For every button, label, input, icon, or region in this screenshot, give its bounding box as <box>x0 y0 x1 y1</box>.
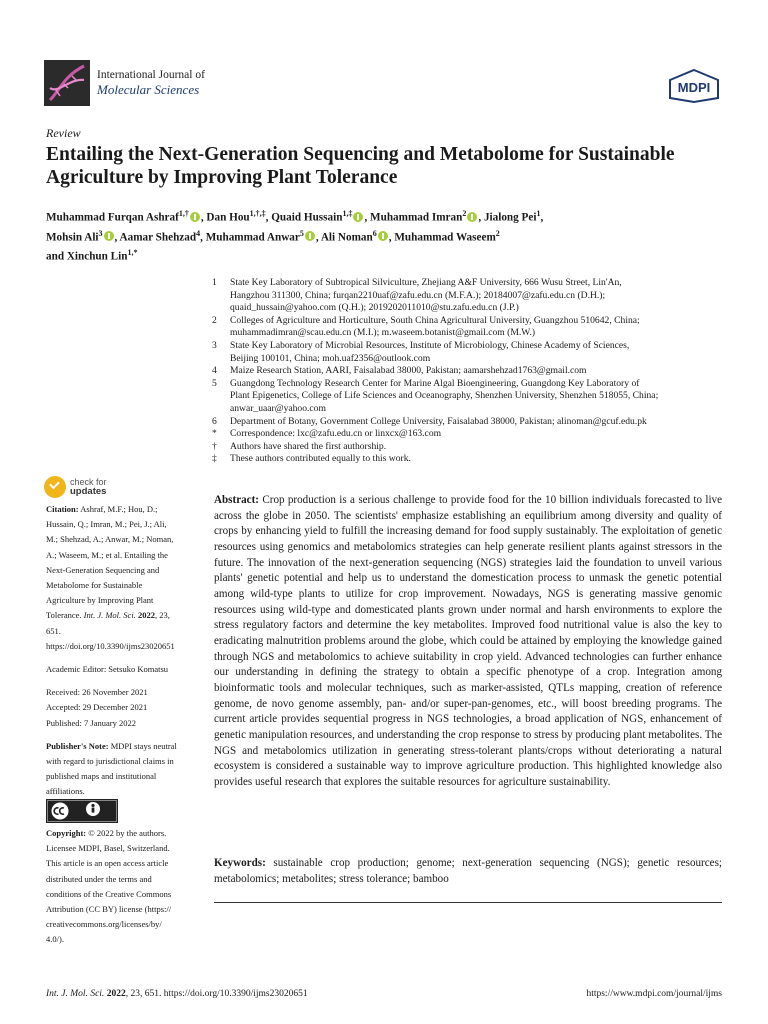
author-affiliation-mark: 6 <box>372 228 377 238</box>
author-affiliation-mark: 2 <box>495 228 500 238</box>
orcid-icon[interactable] <box>353 212 363 222</box>
abstract-label: Abstract: <box>214 494 259 506</box>
author-affiliation-mark: 1,‡ <box>342 209 353 218</box>
author-separator: , <box>200 231 206 244</box>
author-name: Jialong Pei <box>483 211 537 224</box>
footer-year: 2022 <box>106 989 126 999</box>
author-list <box>46 206 726 265</box>
affiliation-item <box>212 315 724 340</box>
academic-editor: Academic Editor: Setsuko Komatsu <box>46 664 169 675</box>
affiliation-line: State Key Laboratory of Subtropical Silviculture, Zhejiang A&F University, 666 Wusu Street, Lin'An, <box>230 277 622 288</box>
affiliation-line: muhammadimran@scau.edu.cn (M.I.); m.waseem.botanist@gmail.com (M.W.) <box>230 327 536 339</box>
author-name: Aamar Shehzad <box>119 231 197 244</box>
author-separator: , <box>540 211 544 224</box>
affiliation-mark: * <box>212 428 217 440</box>
publisher-note-text: MDPI stays neutral with regard to jurisdictional claims in published maps and institutional affiliations. <box>46 740 177 797</box>
author-affiliation-mark: 1 <box>536 209 541 218</box>
citation-doi[interactable]: , 23, 651. https://doi.org/10.3390/ijms23020651 <box>46 610 175 651</box>
footer-journal: Int. J. Mol. Sci. <box>46 989 105 999</box>
author-affiliation-mark: 1,†,‡ <box>249 209 266 218</box>
author-affiliation-mark: 4 <box>196 228 201 238</box>
author-separator: , <box>478 211 484 224</box>
affiliation-line: anwar_uaar@yahoo.com <box>230 402 326 414</box>
affiliation-text <box>230 453 724 466</box>
affiliation-line: quaid_hussain@yahoo.com (Q.H.); 2019202011010@stu.zafu.edu.cn (J.P.) <box>230 302 519 314</box>
author-name: Quaid Hussain <box>271 211 343 224</box>
footer-journal-url[interactable]: https://www.mdpi.com/journal/ijms <box>586 989 722 999</box>
citation-text: Ashraf, M.F.; Hou, D.; Hussain, Q.; Imran, M.; Pei, J.; Ali, M.; Shehzad, A.; Anwar, M.; Noman, A.; Waseem, M.; et al. Entailing the Next-Generation Sequencing and Metabolome for Sustainable Agriculture by Improving Plant Tolerance. <box>46 504 174 621</box>
affiliation-text <box>230 315 724 340</box>
affiliation-line: Correspondence: lxc@zafu.edu.cn or linxcx@163.com <box>230 428 442 440</box>
journal-name-line2: Molecular Sciences <box>97 82 200 97</box>
publisher-note <box>46 739 178 800</box>
affiliation-line: Authors have shared the first authorship. <box>230 440 387 452</box>
author-affiliation-mark: 3 <box>98 228 103 238</box>
author-separator: , <box>200 211 207 224</box>
author-name: Muhammad Furqan Ashraf <box>46 211 179 224</box>
author-name: Ali Noman <box>320 231 373 244</box>
affiliation-mark: 2 <box>212 314 217 326</box>
affiliation-line: Maize Research Station, AARI, Faisalabad 38000, Pakistan; aamarshehzad1763@gmail.com <box>230 365 587 377</box>
author-separator: , <box>265 211 272 224</box>
author-name: Dan Hou <box>206 211 250 224</box>
received-date: Received: 26 November 2021 <box>46 687 148 698</box>
affiliation-text <box>230 365 724 378</box>
check-updates-line1[interactable]: check for <box>70 477 107 487</box>
author-affiliation-mark: 1,* <box>127 248 138 258</box>
author-name: Mohsin Ali <box>46 231 99 244</box>
affiliation-text <box>230 277 724 315</box>
author-name: and Xinchun Lin <box>46 251 128 264</box>
citation-journal: Int. J. Mol. Sci. <box>83 610 136 621</box>
orcid-icon[interactable] <box>190 212 200 222</box>
author-separator: , <box>315 231 321 244</box>
abstract-text: Crop production is a serious challenge to provide food for the 10 billion individuals forecasted to live across the globe in 2050. The scientists' emphasize establishing an equilibrium among diversity and quality of crops by enhancing yield to fulfill the increasing demand for food supply sustainably. The exploitation of genetic resources using genomics and metabolomics strategies can help generate resilient plants against stressors in the future. The innovation of the next-generation sequencing (NGS) strategies laid the foundation to unveil various plants' genetic potential and help us to understand the domestication process to unmask the genetic potential among wild-type plants to utilize for crop improvement. Nowadays, NGS is generating massive genomic resources using wild-type and domesticated plants grown under normal and harsh environments to explore the stress regulatory factors and determine the key metabolites. Improved food nutritional value is also the key to eradicating malnutrition problems around the globe, which could be attained by employing the knowledge gained through NGS and metabolomics to achieve suitability in crop yield. Advanced technologies can further enhance our understanding in defining the strategy to obtain a specific phenotype of a crop. Integration among bioinformatic tools and molecular techniques, such as marker-assisted, QTLs mapping, creation of reference genome, de novo genome assembly, pan- and/or super-pan-genomes, etc., will boost breeding programs. The current article provides sequential progress in NGS technologies, a broad application of NGS, enhancement of genetic manipulation resources, and understanding the crop response to stress by producing plant metabolites. The NGS and metabolomics utilization in generating stress-tolerant plants/crops without deteriorating a natural ecosystem is considered a sustainable way to improve agriculture production. This highlighted knowledge also provides useful research that explores the suitable resources for agriculture sustainability. <box>214 494 722 788</box>
affiliation-mark: 1 <box>212 277 217 288</box>
orcid-icon[interactable] <box>104 231 114 241</box>
affiliation-mark: 4 <box>212 365 217 377</box>
citation-block <box>46 502 178 654</box>
keywords-text: sustainable crop production; genome; next-generation sequencing (NGS); genetic resources; metabolomics; metabolites; stress tolerance; bamboo <box>214 857 722 885</box>
author-name: Muhammad Waseem <box>394 231 496 244</box>
mdpi-logo-icon <box>666 68 722 104</box>
affiliation-text <box>230 416 724 429</box>
author-separator: , <box>364 211 371 224</box>
affiliation-line: State Key Laboratory of Microbial Resources, Institute of Microbiology, Chinese Academy of Sciences, <box>230 339 630 351</box>
affiliation-text <box>230 428 724 441</box>
affiliation-text <box>230 441 724 454</box>
affiliation-text <box>230 378 724 416</box>
affiliation-mark: † <box>212 440 217 452</box>
affiliation-item <box>212 416 724 429</box>
keywords <box>214 856 722 887</box>
orcid-icon[interactable] <box>305 231 315 241</box>
copyright-text: © 2022 by the authors. Licensee MDPI, Basel, Switzerland. This article is an open access article distributed under the terms and conditions of the Creative Commons Attribution (CC BY) license (https:// creativecommons.org/licenses/by/ 4.0/). <box>46 828 172 945</box>
article-info-sidebar <box>46 502 178 808</box>
affiliation-list <box>212 277 724 466</box>
article-title: Entailing the Next-Generation Sequencing and Metabolome for Sustainable Agriculture by Improving Plant Tolerance <box>46 144 675 188</box>
affiliation-item <box>212 340 724 365</box>
published-date: Published: 7 January 2022 <box>46 717 136 728</box>
cc-by-icon[interactable] <box>46 799 118 823</box>
affiliation-item <box>212 365 724 378</box>
affiliation-line: Guangdong Technology Research Center for Marine Algal Bioengineering, Guangdong Key Laboratory of <box>230 377 640 389</box>
footer-doi[interactable]: , 23, 651. https://doi.org/10.3390/ijms23020651 <box>125 989 308 999</box>
author-affiliation-mark: 1,† <box>178 209 189 218</box>
author-affiliation-mark: 2 <box>462 209 467 218</box>
author-name: Muhammad Imran <box>370 211 463 224</box>
author-affiliation-mark: 5 <box>299 228 304 238</box>
author-separator: , <box>388 231 395 244</box>
abstract <box>214 493 722 790</box>
affiliation-item <box>212 441 724 454</box>
mdpi-logo-text: MDPI <box>677 80 711 95</box>
affiliation-line: Hangzhou 311300, China; furqan2210uaf@zafu.edu.cn (M.F.A.); 20184007@zafu.edu.cn (D.H.); <box>230 289 606 301</box>
footer-citation <box>46 989 308 999</box>
affiliation-item <box>212 277 724 315</box>
copyright-label: Copyright: <box>46 828 87 838</box>
affiliation-mark: 3 <box>212 339 217 351</box>
author-separator: , <box>114 231 120 244</box>
affiliation-line: Department of Botany, Government College University, Faisalabad 38000, Pakistan; alinoman@gcuf.edu.pk <box>230 415 647 427</box>
affiliation-text <box>230 340 724 365</box>
affiliation-item <box>212 453 724 466</box>
affiliation-line: Beijing 100101, China; moh.uaf2356@outlook.com <box>230 352 431 364</box>
orcid-icon[interactable] <box>378 231 388 241</box>
affiliation-mark: ‡ <box>212 453 217 465</box>
article-type: Review <box>46 126 81 140</box>
author-name: Muhammad Anwar <box>205 231 300 244</box>
orcid-icon[interactable] <box>467 212 477 222</box>
affiliation-item <box>212 378 724 416</box>
check-updates-line2[interactable]: updates <box>70 486 107 497</box>
citation-label: Citation: <box>46 504 79 514</box>
affiliation-mark: 5 <box>212 377 217 389</box>
affiliation-line: These authors contributed equally to this work. <box>230 453 411 465</box>
check-updates-icon[interactable] <box>44 476 66 498</box>
affiliation-item <box>212 428 724 441</box>
publisher-note-label: Publisher's Note: <box>46 740 109 751</box>
section-divider <box>214 902 722 903</box>
accepted-date: Accepted: 29 December 2021 <box>46 702 148 713</box>
citation-year: 2022 <box>137 610 155 621</box>
affiliation-line: Colleges of Agriculture and Horticulture, South China Agricultural University, Guangzhou 510642, China; <box>230 314 640 326</box>
dna-logo-icon <box>44 60 90 106</box>
affiliation-mark: 6 <box>212 415 217 427</box>
journal-name-line1: International Journal of <box>97 69 205 81</box>
keywords-label: Keywords: <box>214 857 266 869</box>
affiliation-line: Plant Epigenetics, College of Life Sciences and Oceanography, Shenzhen University, Shenzhen 518055, China; <box>230 390 659 402</box>
copyright-block <box>46 826 178 948</box>
